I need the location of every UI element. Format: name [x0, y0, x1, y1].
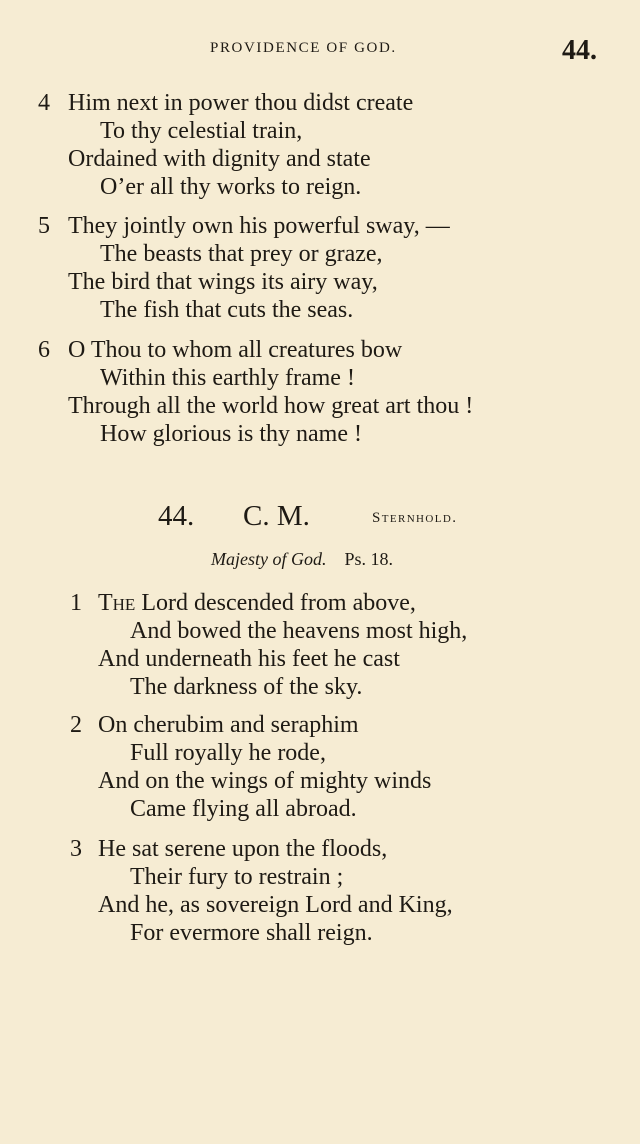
verse-line: He sat serene upon the floods,: [98, 836, 388, 862]
verse-line: The beasts that prey or graze,: [100, 241, 383, 267]
verse-line: Within this earthly frame !: [100, 365, 355, 391]
verse-line: And on the wings of mighty winds: [98, 768, 432, 794]
verse-line: On cherubim and seraphim: [98, 712, 359, 738]
hymn-number: 44.: [158, 500, 195, 532]
stanza-5: [38, 212, 450, 324]
verse-line: To thy celestial train,: [100, 118, 303, 144]
hymn-stanza-2: [70, 711, 432, 823]
hymn-topic: Majesty of God.: [211, 549, 327, 569]
hymn-heading: [0, 500, 640, 540]
verse-line: The darkness of the sky.: [130, 674, 363, 700]
scripture-reference: Ps. 18.: [344, 549, 393, 569]
verse-line: They jointly own his powerful sway, —: [68, 213, 450, 239]
verse-number: 2: [70, 712, 82, 738]
first-word: The: [98, 590, 136, 616]
verse-number: 4: [38, 90, 50, 116]
stanza-6: [38, 336, 474, 448]
verse-line: Their fury to restrain ;: [130, 864, 344, 890]
hymn-stanza-3: [70, 835, 453, 947]
verse-number: 5: [38, 213, 50, 239]
verse-line: And bowed the heavens most high,: [130, 618, 468, 644]
verse-number: 1: [70, 590, 82, 616]
verse-line: And underneath his feet he cast: [98, 646, 400, 672]
verse-line: The bird that wings its airy way,: [68, 269, 378, 295]
verse-line: The fish that cuts the seas.: [100, 297, 354, 323]
verse-number: 3: [70, 836, 82, 862]
verse-line: Came flying all abroad.: [130, 796, 357, 822]
hymn-meter: C. M.: [243, 500, 310, 532]
hymn-stanza-1: [70, 589, 468, 701]
verse-line: Ordained with dignity and state: [68, 146, 371, 172]
verse-line: For evermore shall reign.: [130, 920, 373, 946]
running-title: PROVIDENCE OF GOD.: [210, 40, 397, 56]
verse-line: Full royally he rode,: [130, 740, 326, 766]
verse-line: Through all the world how great art thou !: [68, 393, 474, 419]
verse-line: How glorious is thy name !: [100, 421, 362, 447]
verse-number: 6: [38, 337, 50, 363]
hymn-subtitle: [211, 549, 393, 570]
stanza-4: [38, 89, 414, 201]
hymn-author: Sternhold.: [372, 510, 458, 526]
verse-line: O Thou to whom all creatures bow: [68, 337, 403, 363]
verse-line: Lord descended from above,: [141, 590, 416, 616]
verse-line: And he, as sovereign Lord and King,: [98, 892, 453, 918]
verse-line: Him next in power thou didst create: [68, 90, 414, 116]
page-number: 44.: [562, 35, 597, 66]
verse-line: O’er all thy works to reign.: [100, 174, 362, 200]
page-header: [0, 35, 640, 68]
